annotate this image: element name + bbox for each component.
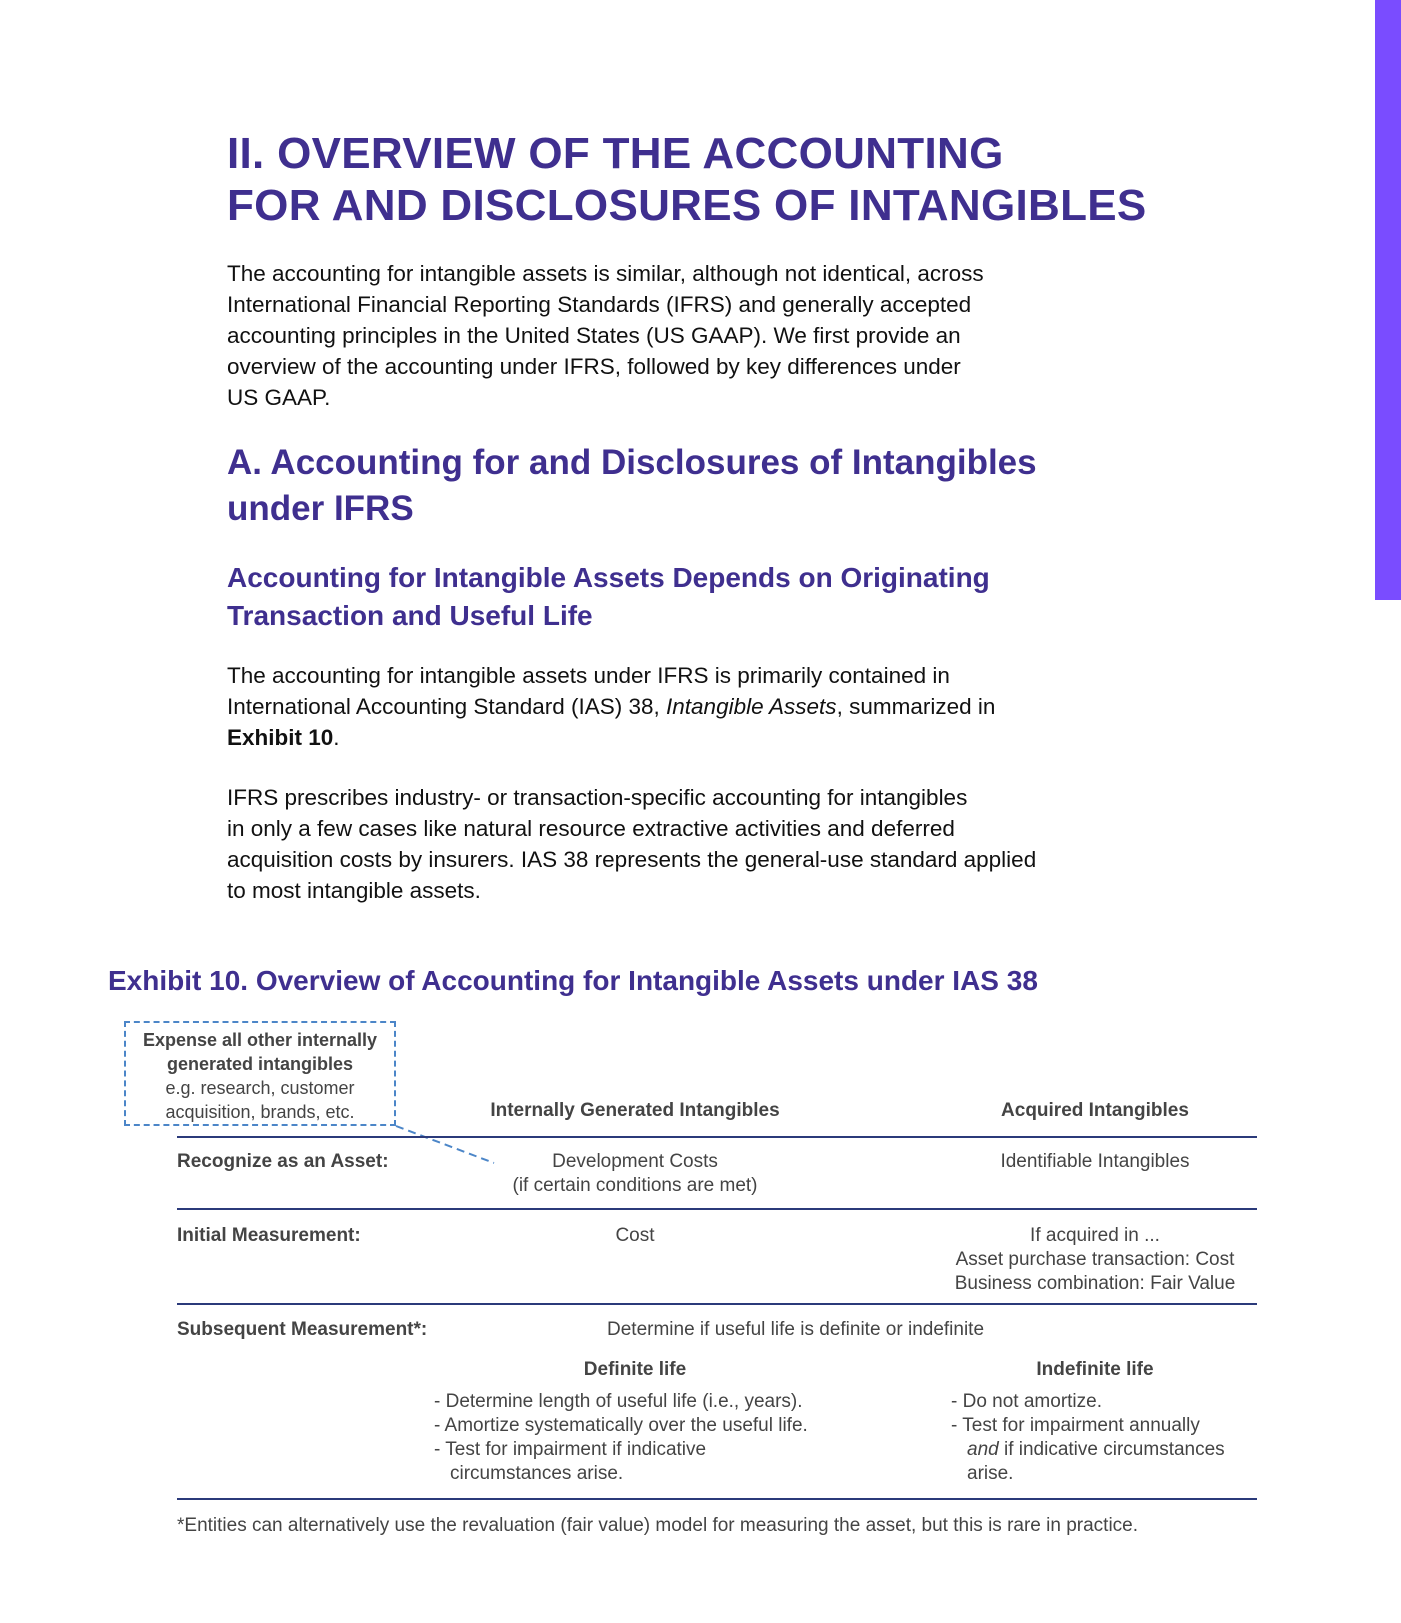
acquired-measurement-cell: If acquired in ... Asset purchase transaction: Cost Business combination: Fair Value bbox=[954, 1225, 1236, 1294]
ifrs-paragraph: IFRS prescribes industry- or transaction-specific accounting for intangibles in only a few cases like natural resource extractive activities and deferred acquisition costs by insurers. IAS 38 represents the general-use standard applied to most intangible assets. bbox=[227, 785, 1037, 903]
development-costs-cell: Development Costs (if certain conditions are met) bbox=[512, 1151, 758, 1196]
table-rule bbox=[177, 1303, 1257, 1305]
cost-cell: Cost bbox=[615, 1225, 655, 1246]
subsection-heading: Accounting for Intangible Assets Depends on Originating Transaction and Useful Life bbox=[227, 562, 990, 631]
exhibit-title: Exhibit 10. Overview of Accounting for Intangible Assets under IAS 38 bbox=[108, 965, 1038, 996]
accent-side-bar bbox=[1375, 0, 1401, 600]
row-label-initial: Initial Measurement: bbox=[177, 1225, 361, 1246]
definite-life-heading: Definite life bbox=[583, 1359, 687, 1380]
section-heading-a: A. Accounting for and Disclosures of Intangibles under IFRS bbox=[227, 443, 1037, 528]
ias38-paragraph: The accounting for intangible assets under IFRS is primarily contained in International Accounting Standard (IAS) 38, Intangible Assets, summarized in Exhibit 10. bbox=[227, 663, 996, 750]
expense-callout-box: Expense all other internally generated intangibles e.g. research, customer acquisition, brands, etc. bbox=[124, 1021, 396, 1126]
standard-name: Intangible Assets bbox=[666, 694, 837, 719]
indefinite-life-list: - Do not amortize. - Test for impairment annually and if indicative circumstances arise. bbox=[951, 1391, 1225, 1484]
indefinite-life-heading: Indefinite life bbox=[1036, 1359, 1154, 1380]
intro-paragraph: The accounting for intangible assets is similar, although not identical, across International Financial Reporting Standards (IFRS) and generally accepted accounting principles in the United States (US GAAP). We first provide an overview of the accounting under IFRS, followed by key differences under US GAAP. bbox=[227, 261, 984, 410]
definite-life-list: - Determine length of useful life (i.e., years). - Amortize systematically over the useful life. - Test for impairment if indicative circumstances arise. bbox=[434, 1391, 808, 1484]
column-header-internal: Internally Generated Intangibles bbox=[490, 1100, 780, 1121]
identifiable-intangibles-cell: Identifiable Intangibles bbox=[1000, 1151, 1190, 1172]
exhibit-reference: Exhibit 10 bbox=[227, 725, 334, 750]
column-header-acquired: Acquired Intangibles bbox=[1001, 1100, 1189, 1121]
exhibit-footnote: *Entities can alternatively use the revaluation (fair value) model for measuring the asset, but this is rare in practice. bbox=[177, 1515, 1139, 1536]
table-rule bbox=[177, 1498, 1257, 1500]
page-heading: II. OVERVIEW OF THE ACCOUNTING FOR AND DISCLOSURES OF INTANGIBLES bbox=[227, 129, 1147, 230]
row-label-recognize: Recognize as an Asset: bbox=[177, 1151, 389, 1172]
row-label-subsequent: Subsequent Measurement*: bbox=[177, 1319, 428, 1340]
useful-life-summary: Determine if useful life is definite or indefinite bbox=[607, 1319, 985, 1340]
table-rule bbox=[177, 1136, 1257, 1138]
table-rule bbox=[177, 1208, 1257, 1210]
